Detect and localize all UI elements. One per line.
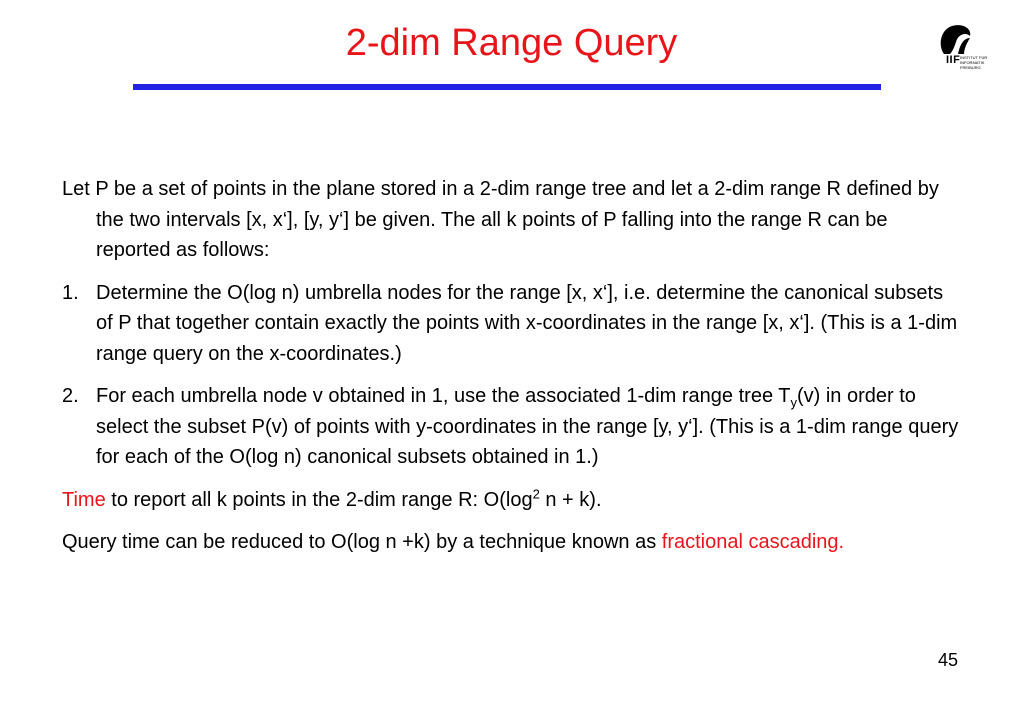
- logo-subtext: INSTITUT FÜR INFORMATIK FREIBURG: [960, 55, 988, 70]
- page-number: 45: [938, 650, 959, 670]
- step-text: Determine the O(log n) umbrella nodes for the range [x, x‘], i.e. determine the canonical subsets of P that together contain exactly the points with x-coordinates in the range [x, x‘]. (This is a 1-dim range query on the x-coordinates.): [96, 281, 958, 365]
- query-paragraph: [62, 527, 962, 558]
- logo-mark-icon: [936, 24, 978, 56]
- step-text: [96, 381, 962, 473]
- superscript-2: 2: [532, 485, 540, 501]
- fractional-cascading-highlight: fractional cascading.: [661, 531, 845, 553]
- list-item-step-1: [62, 278, 962, 370]
- subscript-y: y: [790, 395, 797, 410]
- time-text-part: to report all k points in the 2-dim range R: O(log: [105, 488, 533, 511]
- step-text-part: (v) in order to select the subset P(v) of points with y-coordinates in the range [y, y‘]. (This is a 1-dim range query for each of the O(log n) canonical subsets obtained in 1.): [96, 385, 959, 468]
- slide-body: [62, 174, 962, 570]
- step-number: 2.: [62, 385, 79, 407]
- step-text-part: For each umbrella node v obtained in 1, use the associated 1-dim range tree T: [96, 385, 791, 407]
- logo-text: IIF: [946, 54, 961, 66]
- iif-logo: [936, 24, 994, 90]
- title-underline: [133, 84, 881, 90]
- step-number: 1.: [62, 281, 79, 304]
- slide-title: 2-dim Range Query: [345, 22, 678, 64]
- intro-paragraph: Let P be a set of points in the plane stored in a 2-dim range tree and let a 2-dim range R defined by the two intervals [x, x‘], [y, y‘] be given. The all k points of P falling into the range R can be reported as follows:: [62, 178, 939, 261]
- query-text: Query time can be reduced to O(log n +k) by a technique known as: [62, 531, 662, 553]
- time-text-part: n + k).: [539, 488, 602, 511]
- time-paragraph: [62, 485, 962, 516]
- list-item-step-2: [62, 381, 962, 473]
- time-highlight: Time: [62, 488, 106, 511]
